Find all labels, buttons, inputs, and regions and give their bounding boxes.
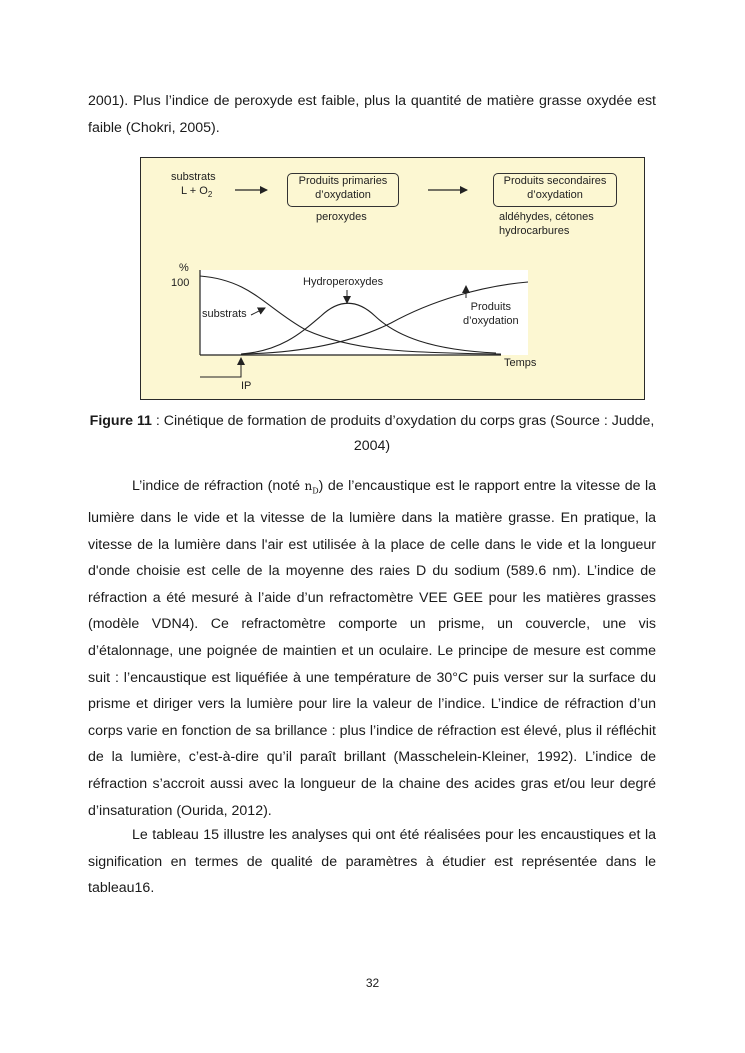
paragraph-intro: 2001). Plus l’indice de peroxyde est faible, plus la quantité de matière grasse oxydée est faible (Chokri, 2005). bbox=[88, 93, 656, 136]
page-number: 32 bbox=[365, 976, 380, 990]
secondary-products-list: aldéhydes, cétones hydrocarbures bbox=[499, 211, 594, 237]
figure-number: Figure 11 bbox=[89, 413, 152, 429]
paragraph-tableau: Le tableau 15 illustre les analyses qui ont été réalisées pour les encaustiques et la signification en termes de qualité de paramètres à étudier est représentée dans le tableau16. bbox=[88, 827, 656, 897]
y-axis-unit: % bbox=[179, 262, 189, 274]
oxidation-kinetics-figure bbox=[140, 157, 645, 400]
label-produits-oxydation: Produits d’oxydation bbox=[463, 301, 519, 327]
figure-caption bbox=[88, 409, 656, 459]
figure-caption-text: : Cinétique de formation de produits d’oxydation du corps gras (Source : Judde, 2004) bbox=[151, 413, 655, 454]
label-hydroperoxydes: Hydroperoxydes bbox=[303, 276, 384, 288]
x-axis-label: Temps bbox=[504, 357, 537, 369]
label-substrats: substrats bbox=[202, 308, 247, 320]
flow-substrats-label: substrats $L + O_2$ bbox=[171, 171, 216, 200]
paragraph-refraction bbox=[88, 473, 656, 824]
y-axis-max: 100 bbox=[171, 277, 190, 289]
secondary-products-box: Produits secondaires d’oxydation bbox=[493, 173, 617, 207]
primary-products-box: Produits primaries d’oxydation bbox=[287, 173, 399, 207]
primary-product-peroxydes: peroxydes bbox=[316, 211, 367, 223]
ip-label: IP bbox=[241, 380, 252, 392]
refraction-symbol: $n_D$ bbox=[304, 479, 319, 496]
refraction-text-start: L’indice de réfraction (noté bbox=[132, 478, 305, 494]
refraction-text-end: ) de l’encaustique est le rapport entre la vitesse de la lumière dans le vide et la vitesse de la lumière dans la matière grasse. En pratique, la vitesse de la lumière dans l'air est utilisée à la place de celle dans le vide et la longueur d'onde choisie est celle de la moyenne des raies D du sodium (589.6 nm). L’indice de réfraction a été mesuré à l’aide d’un refractomètre VEE GEE pour les matières grasses (modèle VDN4). Ce refractomètre comporte un prisme, un couvercle, une vis d’étalonnage, une poignée de maintien et un oculaire. Le principe de mesure est comme suit : l’encaustique est liquéfiée à une température de 30°C puis verser sur la surface du prisme et diriger vers la lumière pour lire la valeur de l’indice. L’indice de réfraction d’un corps varie en fonction de sa brillance : plus l’indice de réfraction est élevé, plus il réfléchit de la lumière, c’est-à-dire qu’il paraît brillant (Masschelein-Kleiner, 1992). L’indice de réfraction s’accroit aussi avec la longueur de la chaine des acides gras et/ou leur degré d’insaturation (Ourida, 2012). bbox=[88, 478, 656, 819]
ip-marker-line bbox=[200, 368, 241, 377]
